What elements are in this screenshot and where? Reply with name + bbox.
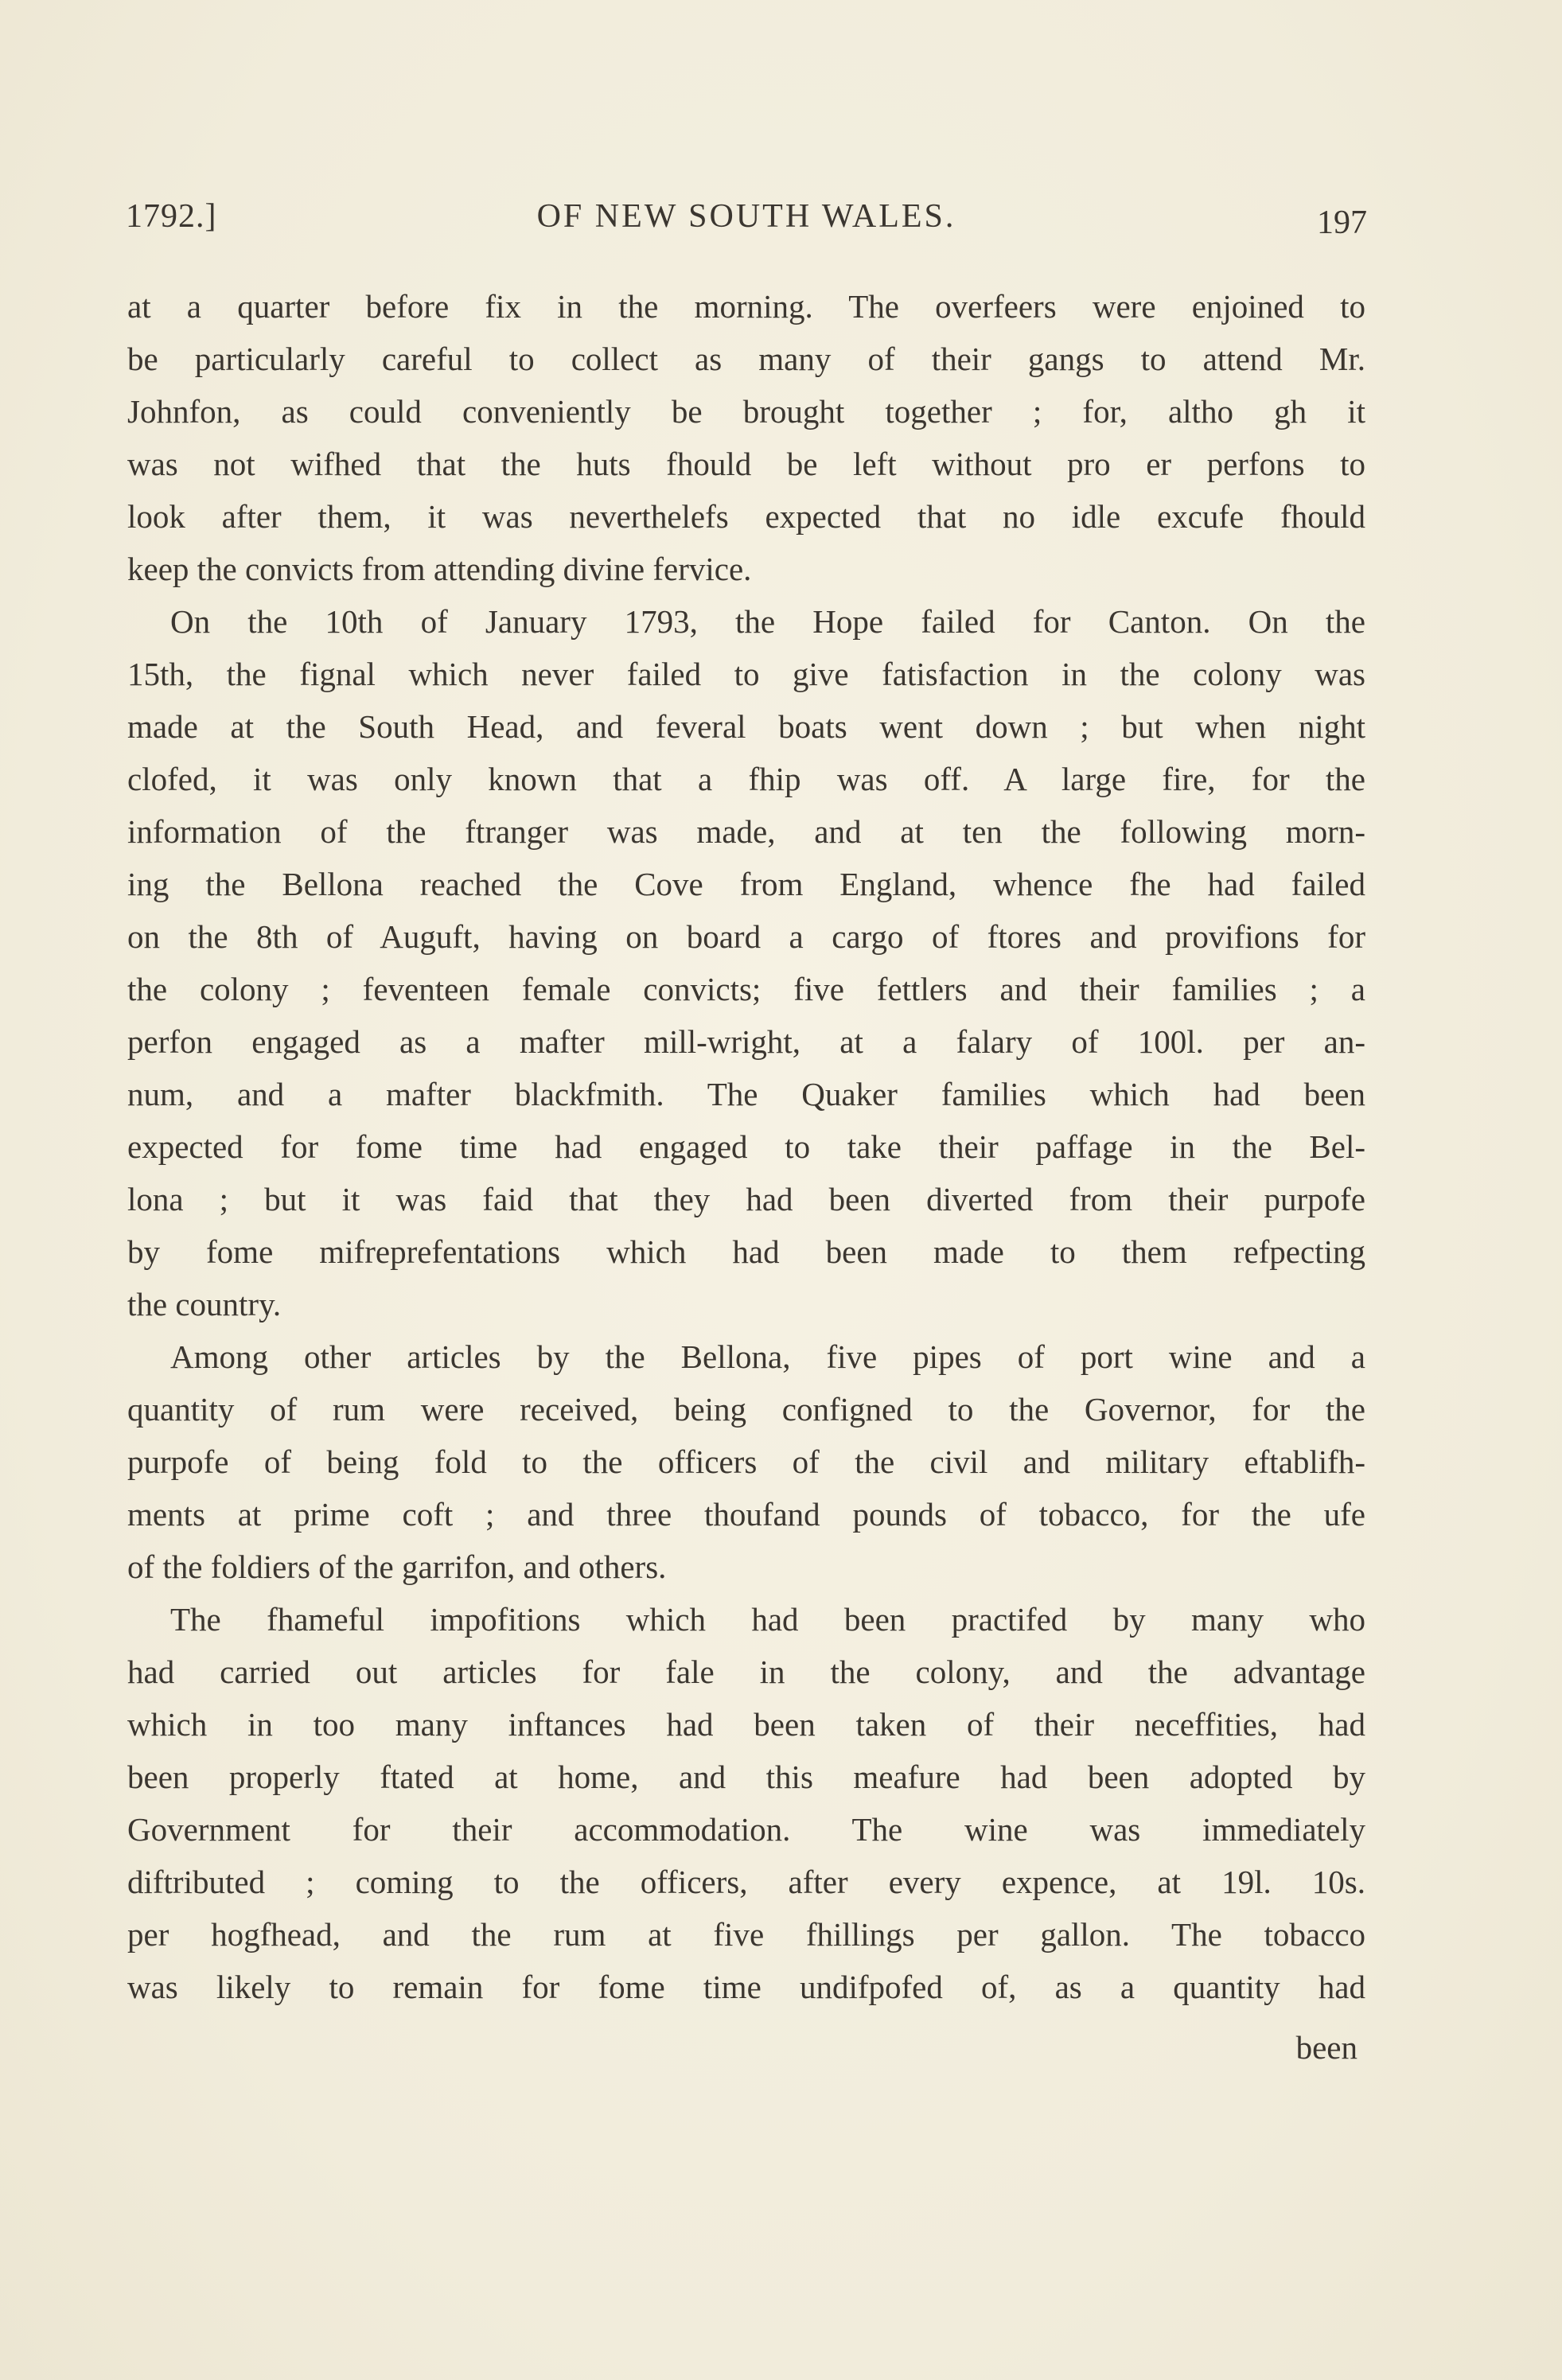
- page-number: 197: [1317, 205, 1367, 241]
- body-text: [127, 280, 1365, 2013]
- text-line: look after them, it was neverthelefs expected that no idle excufe fhould: [127, 498, 1365, 535]
- text-line: per hogfhead, and the rum at five fhillings per gallon. The tobacco: [127, 1916, 1365, 1953]
- text-line: ments at prime coft ; and three thoufand pounds of tobacco, for the ufe: [127, 1496, 1365, 1533]
- text-line: Johnfon, as could conveniently be brought together ; for, altho gh it: [127, 393, 1365, 430]
- text-line: perfon engaged as a mafter mill-wright, at a falary of 100l. per an-: [127, 1023, 1365, 1060]
- text-line: which in too many inftances had been taken of their neceffities, had: [127, 1706, 1365, 1743]
- text-line: information of the ftranger was made, and at ten the following morn-: [127, 813, 1365, 850]
- text-line: on the 8th of Auguft, having on board a cargo of ftores and provifions for: [127, 918, 1365, 955]
- text-line: lona ; but it was faid that they had been diverted from their purpofe: [127, 1181, 1365, 1217]
- text-line: quantity of rum were received, being configned to the Governor, for the: [127, 1391, 1365, 1428]
- text-line: clofed, it was only known that a fhip was off. A large fire, for the: [127, 761, 1365, 797]
- text-line: by fome mifreprefentations which had been made to them refpecting: [127, 1233, 1365, 1270]
- text-line: Government for their accommodation. The wine was immediately: [127, 1811, 1365, 1848]
- catchword: been: [1295, 2029, 1357, 2066]
- text-line: diftributed ; coming to the officers, after every expence, at 19l. 10s.: [127, 1864, 1365, 1900]
- text-line: been properly ftated at home, and this meafure had been adopted by: [127, 1759, 1365, 1795]
- text-line: On the 10th of January 1793, the Hope failed for Canton. On the: [170, 603, 1365, 640]
- text-line: Among other articles by the Bellona, five pipes of port wine and a: [170, 1338, 1365, 1375]
- text-line: keep the convicts from attending divine fervice.: [127, 551, 752, 587]
- text-line: of the foldiers of the garrifon, and others.: [127, 1548, 667, 1585]
- text-line: the country.: [127, 1286, 282, 1322]
- text-line: be particularly careful to collect as many of their gangs to attend Mr.: [127, 341, 1365, 377]
- text-line: made at the South Head, and feveral boats went down ; but when night: [127, 708, 1365, 745]
- text-line: num, and a mafter blackfmith. The Quaker families which had been: [127, 1076, 1365, 1112]
- text-line: 15th, the fignal which never failed to give fatisfaction in the colony was: [127, 656, 1365, 692]
- running-head-title: OF NEW SOUTH WALES.: [536, 198, 956, 235]
- text-line: The fhameful impofitions which had been practifed by many who: [170, 1601, 1365, 1638]
- text-line: the colony ; feventeen female convicts; five fettlers and their families ; a: [127, 971, 1365, 1007]
- running-head: [126, 197, 1367, 245]
- text-line: expected for fome time had engaged to take their paffage in the Bel-: [127, 1128, 1365, 1165]
- running-head-year: 1792.]: [126, 198, 217, 235]
- text-line: ing the Bellona reached the Cove from England, whence fhe had failed: [127, 866, 1365, 902]
- text-line: had carried out articles for fale in the colony, and the advantage: [127, 1654, 1365, 1690]
- text-line: was likely to remain for fome time undifpofed of, as a quantity had: [127, 1969, 1365, 2005]
- text-line: purpofe of being fold to the officers of the civil and military eftablifh-: [127, 1443, 1365, 1480]
- text-line: was not wifhed that the huts fhould be left without pro er perfons to: [127, 446, 1365, 482]
- text-line: at a quarter before fix in the morning. The overfeers were enjoined to: [127, 288, 1365, 325]
